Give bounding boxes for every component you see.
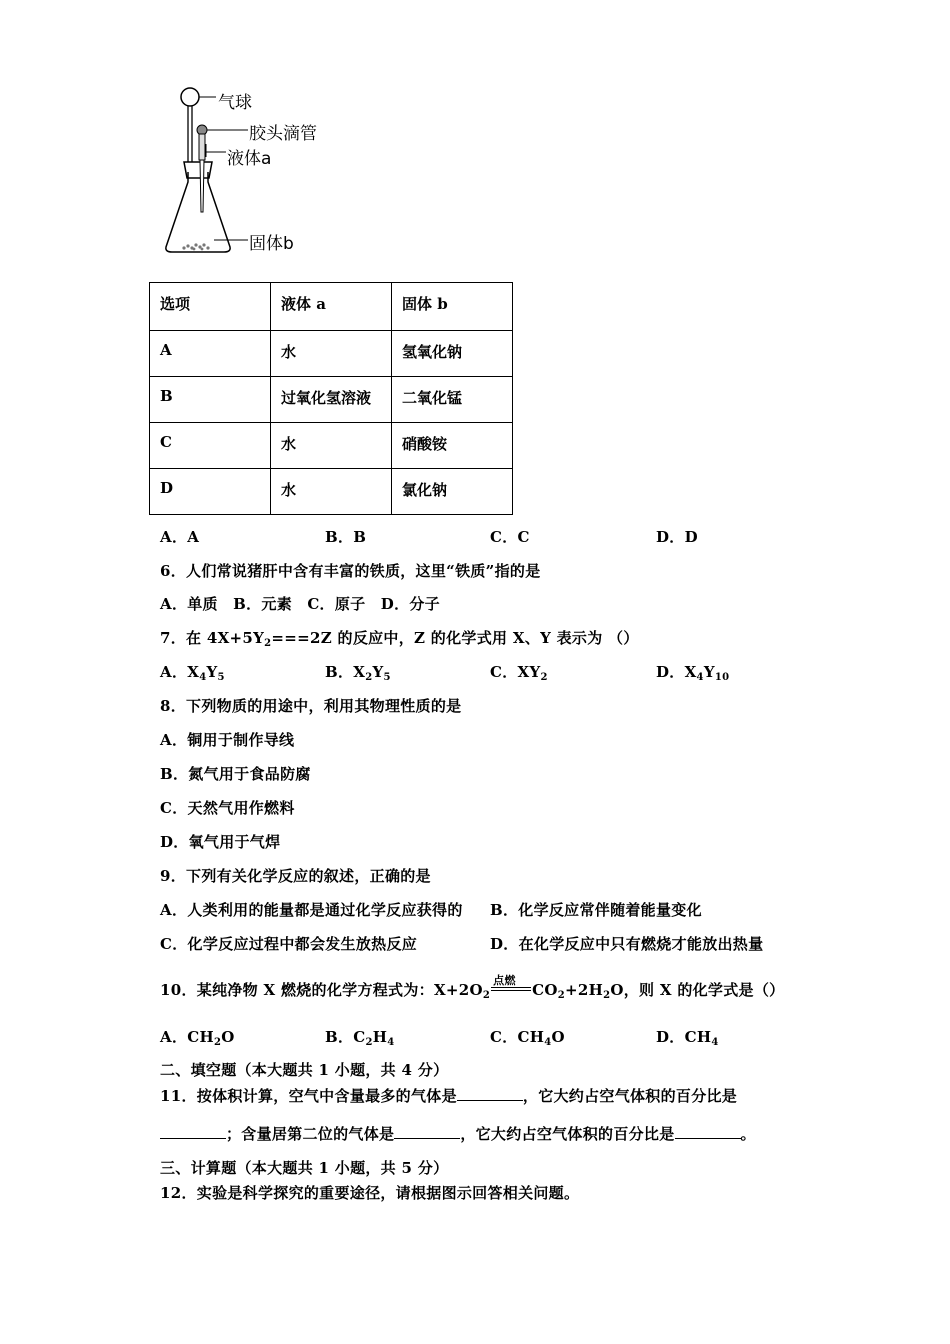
answer-blank[interactable] [457, 1086, 523, 1101]
balloon-shape [181, 88, 199, 106]
q6-stem: 6．人们常说猪肝中含有丰富的铁质，这里“铁质”指的是 [160, 562, 541, 580]
table-cell: 水 [271, 469, 392, 515]
table-header-cell: 选项 [150, 283, 271, 331]
table-header-cell: 固体 b [392, 283, 513, 331]
reaction-condition-arrow [491, 974, 531, 995]
table-cell: D [150, 469, 271, 515]
table-cell: C [150, 423, 271, 469]
table-cell: B [150, 377, 271, 423]
q9-option-c: C．化学反应过程中都会发生放热反应 [160, 935, 418, 953]
label-solid: 固体b [249, 234, 294, 254]
table-row [150, 423, 513, 469]
answer-blank[interactable] [160, 1124, 226, 1139]
label-balloon: 气球 [218, 93, 252, 113]
q5-option-b: B．B [325, 528, 367, 546]
section-calc-heading: 三、计算题（本大题共 1 小题，共 5 分） [160, 1159, 449, 1177]
table-header-row [150, 283, 513, 331]
table-row [150, 331, 513, 377]
table-header-cell: 液体 a [271, 283, 392, 331]
solid-particles [182, 243, 209, 250]
table-cell: 过氧化氢溶液 [271, 377, 392, 423]
q10-option-a: A．$CH_2O$ [160, 1028, 235, 1048]
q11-line2: ；含量居第二位的气体是 ，它大约占空气体积的百分比是 。 [160, 1123, 756, 1144]
q8-option-c: C．天然气用作燃料 [160, 799, 295, 817]
table-cell: 水 [271, 423, 392, 469]
q7-option-a: A．$X_4Y_5$ [160, 663, 225, 683]
q8-option-d: D．氧气用于气焊 [160, 833, 281, 851]
q8-option-a: A．铜用于制作导线 [160, 731, 295, 749]
q12-stem: 12．实验是科学探究的重要途径，请根据图示回答相关问题。 [160, 1184, 580, 1202]
q6-options: A．单质 B．元素 C．原子 D．分子 [160, 595, 440, 613]
q7-option-d: D．$X_4Y_{10}$ [656, 663, 730, 683]
q10-stem: 10．某纯净物 X 燃烧的化学方程式为：$X+2O_2$ 点燃 $CO_2+2H_2O$，则 X 的化学式是（） [160, 974, 785, 1001]
q7-option-b: B．$X_2Y_5$ [325, 663, 391, 683]
options-table [149, 282, 513, 515]
q8-stem: 8．下列物质的用途中，利用其物理性质的是 [160, 697, 462, 715]
label-liquid: 液体a [227, 149, 272, 169]
table-cell: 硝酸铵 [392, 423, 513, 469]
reaction-condition: 点燃 [493, 974, 516, 987]
table-row [150, 377, 513, 423]
table-cell: 氯化钠 [392, 469, 513, 515]
q5-option-d: D．D [656, 528, 698, 546]
q5-option-a: A．A [160, 528, 200, 546]
q7-option-c: C．$XY_2$ [490, 663, 548, 683]
table-cell: 氢氧化钠 [392, 331, 513, 377]
table-cell: 水 [271, 331, 392, 377]
answer-blank[interactable] [394, 1124, 460, 1139]
q9-option-d: D．在化学反应中只有燃烧才能放出热量 [490, 935, 764, 953]
answer-blank[interactable] [675, 1124, 741, 1139]
q7-stem: 7．在 $4X+5Y_2===2Z$ 的反应中，Z 的化学式用 X、Y 表示为 （） [160, 629, 639, 649]
table-cell: A [150, 331, 271, 377]
q10-option-c: C．$CH_4O$ [490, 1028, 565, 1048]
table-cell: 二氧化锰 [392, 377, 513, 423]
table-row [150, 469, 513, 515]
section-fill-in-heading: 二、填空题（本大题共 1 小题，共 4 分） [160, 1061, 449, 1079]
q5-option-c: C．C [490, 528, 530, 546]
q8-option-b: B．氮气用于食品防腐 [160, 765, 311, 783]
q10-option-b: B．$C_2H_4$ [325, 1028, 395, 1048]
label-dropper: 胶头滴管 [249, 124, 317, 144]
q9-stem: 9．下列有关化学反应的叙述，正确的是 [160, 867, 431, 885]
q9-option-b: B．化学反应常伴随着能量变化 [490, 901, 702, 919]
q10-option-d: D．$CH_4$ [656, 1028, 719, 1048]
q9-option-a: A．人类利用的能量都是通过化学反应获得的 [160, 901, 463, 919]
q11-line1: 11．按体积计算，空气中含量最多的气体是 ，它大约占空气体积的百分比是 [160, 1087, 738, 1105]
